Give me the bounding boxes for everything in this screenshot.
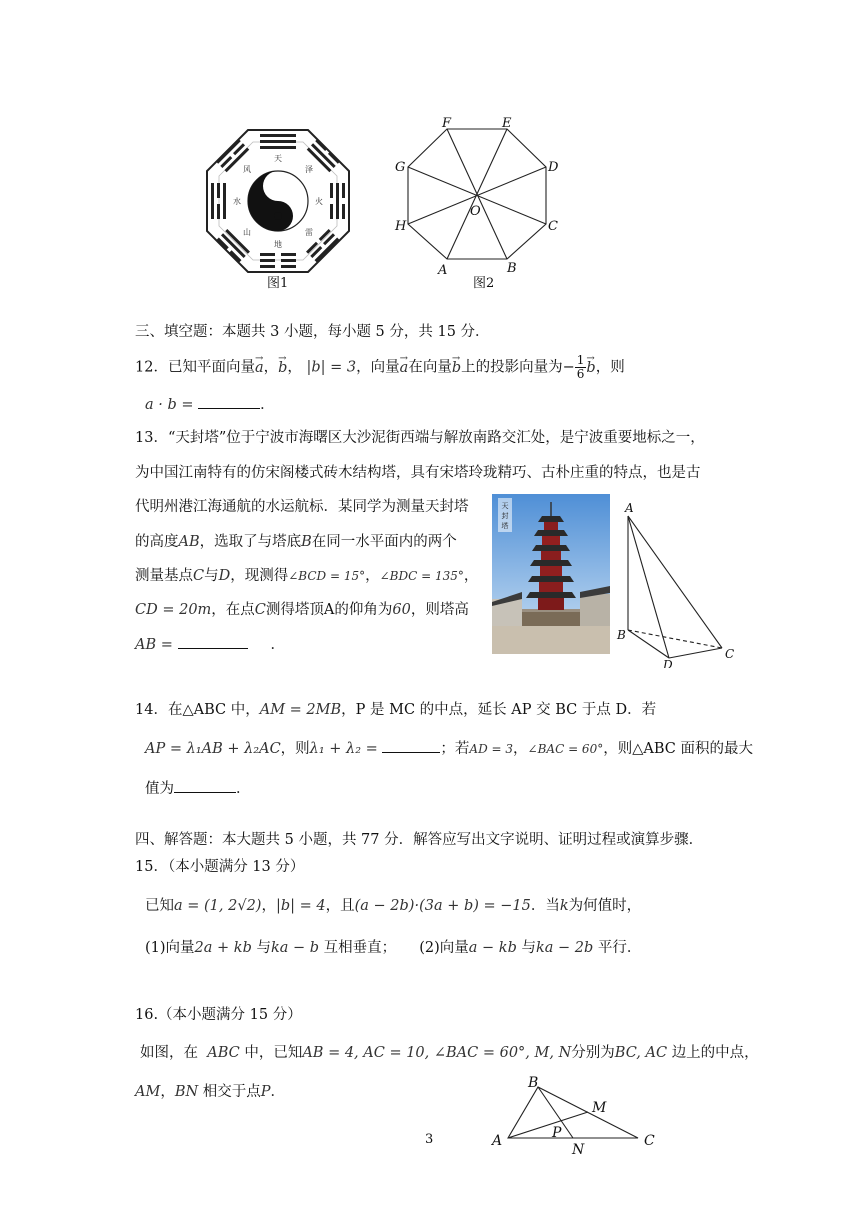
- question-16-head: 16.（本小题满分 15 分）: [135, 1007, 302, 1023]
- vertex-label: A: [492, 1133, 503, 1149]
- bagua-char: 雷: [305, 228, 313, 237]
- section-3-title: 三、填空题：本题共 3 小题，每小题 5 分，共 15 分．: [135, 324, 490, 340]
- question-13-line-5: 测量基点C与D，现测得∠BCD = 15°，∠BDC = 135°，: [135, 568, 479, 584]
- figure-1-caption: 图1: [267, 276, 289, 291]
- question-16-line-2: AM，BN 相交于点P．: [135, 1084, 286, 1100]
- question-15-head: 15．（本小题满分 13 分）: [135, 859, 305, 875]
- question-13-line-6: CD = 20m，在点C测得塔顶A的仰角为60，则塔高: [135, 602, 469, 618]
- question-15-line-1: 已知a = (1, 2√2)，|b| = 4，且(a − 2b)·(3a + b) = −15．当k为何值时，: [145, 898, 642, 914]
- vertex-label: H: [395, 219, 407, 234]
- question-13-line-4: 的高度AB，选取了与塔底B在同一水平面内的两个: [135, 534, 457, 550]
- vertex-label: B: [507, 261, 517, 276]
- vertex-label: A: [625, 501, 634, 515]
- bagua-char: 风: [243, 165, 251, 174]
- question-13-line-7: AB = ．: [135, 634, 285, 655]
- figure-1-bagua: [205, 128, 351, 274]
- page-number: 3: [425, 1132, 434, 1147]
- vertex-label: E: [502, 116, 512, 131]
- bagua-char: 天: [274, 154, 282, 163]
- bagua-char: 火: [315, 197, 323, 206]
- question-14-line-1: 14．在△ABC 中，AM = 2MB，P 是 MC 的中点，延长 AP 交 BC 于点 D．若: [135, 702, 657, 718]
- question-13-line-2: 为中国江南特有的仿宋阁楼式砖木结构塔，具有宋塔玲珑精巧、古朴庄重的特点，也是古: [135, 465, 701, 481]
- question-16-line-1: 如图，在 ABC 中，已知AB = 4, AC = 10, ∠BAC = 60°, M, N分别为BC, AC 边上的中点，: [140, 1045, 759, 1061]
- figure-2-caption: 图2: [473, 276, 495, 291]
- question-12-line-1: 12．已知平面向量→ a，→ b， |b| = 3，向量→ a在向量→ b上的投影向量为− $\frac{1}{6}$ → b，则: [135, 354, 625, 381]
- bagua-char: 水: [233, 197, 241, 206]
- question-13-line-3: 代明州港江海通航的水运航标．某同学为测量天封塔: [135, 499, 469, 515]
- tower-caption-glyph-3: 塔: [501, 522, 509, 530]
- bagua-char: 泽: [305, 165, 313, 174]
- vertex-label: M: [592, 1100, 607, 1116]
- section-4-title: 四、解答题：本大题共 5 小题，共 77 分．解答应写出文字说明、证明过程或演算步骤．: [135, 832, 704, 848]
- vertex-label: C: [725, 647, 735, 661]
- vertex-label: D: [548, 160, 559, 175]
- vertex-label: P: [552, 1125, 562, 1141]
- answer-blank: [178, 634, 248, 649]
- question-14-line-3: 值为 ．: [145, 778, 251, 799]
- vertex-label: A: [438, 263, 448, 278]
- answer-blank: [198, 394, 260, 409]
- question-14-line-2: AP = λ₁AB + λ₂AC，则λ₁ + λ₂ = ；若AD = 3，∠BAC = 60°，则△ABC 面积的最大: [145, 738, 753, 759]
- question-12-line-2: a · b = ．: [145, 394, 275, 415]
- vertex-label: C: [644, 1133, 655, 1149]
- bagua-char: 山: [243, 228, 251, 237]
- figure-16-triangle: [488, 1075, 663, 1155]
- vertex-label: C: [548, 219, 558, 234]
- figure-2-octagon: [390, 114, 566, 280]
- vertex-label: N: [572, 1142, 585, 1155]
- tower-caption-glyph-2: 封: [501, 512, 509, 520]
- vertex-label: B: [528, 1075, 539, 1091]
- bagua-char: 地: [274, 240, 282, 249]
- tower-caption-glyph-1: 天: [501, 502, 509, 510]
- vertex-label: G: [395, 160, 406, 175]
- vertex-label: O: [470, 204, 481, 219]
- figure-13-tetrahedron: [612, 498, 742, 668]
- answer-blank: [382, 738, 440, 753]
- answer-blank: [174, 778, 236, 793]
- vertex-label: D: [663, 658, 673, 668]
- tianfeng-tower-photo: [492, 494, 610, 654]
- question-13-line-1: 13．“天封塔”位于宁波市海曙区大沙泥街西端与解放南路交汇处，是宁波重要地标之一，: [135, 430, 705, 446]
- vertex-label: B: [617, 628, 626, 642]
- vertex-label: F: [442, 116, 452, 131]
- question-15-parts: (1)向量2a + kb 与ka − b 互相垂直； (2)向量a − kb 与ka − 2b 平行．: [145, 940, 642, 956]
